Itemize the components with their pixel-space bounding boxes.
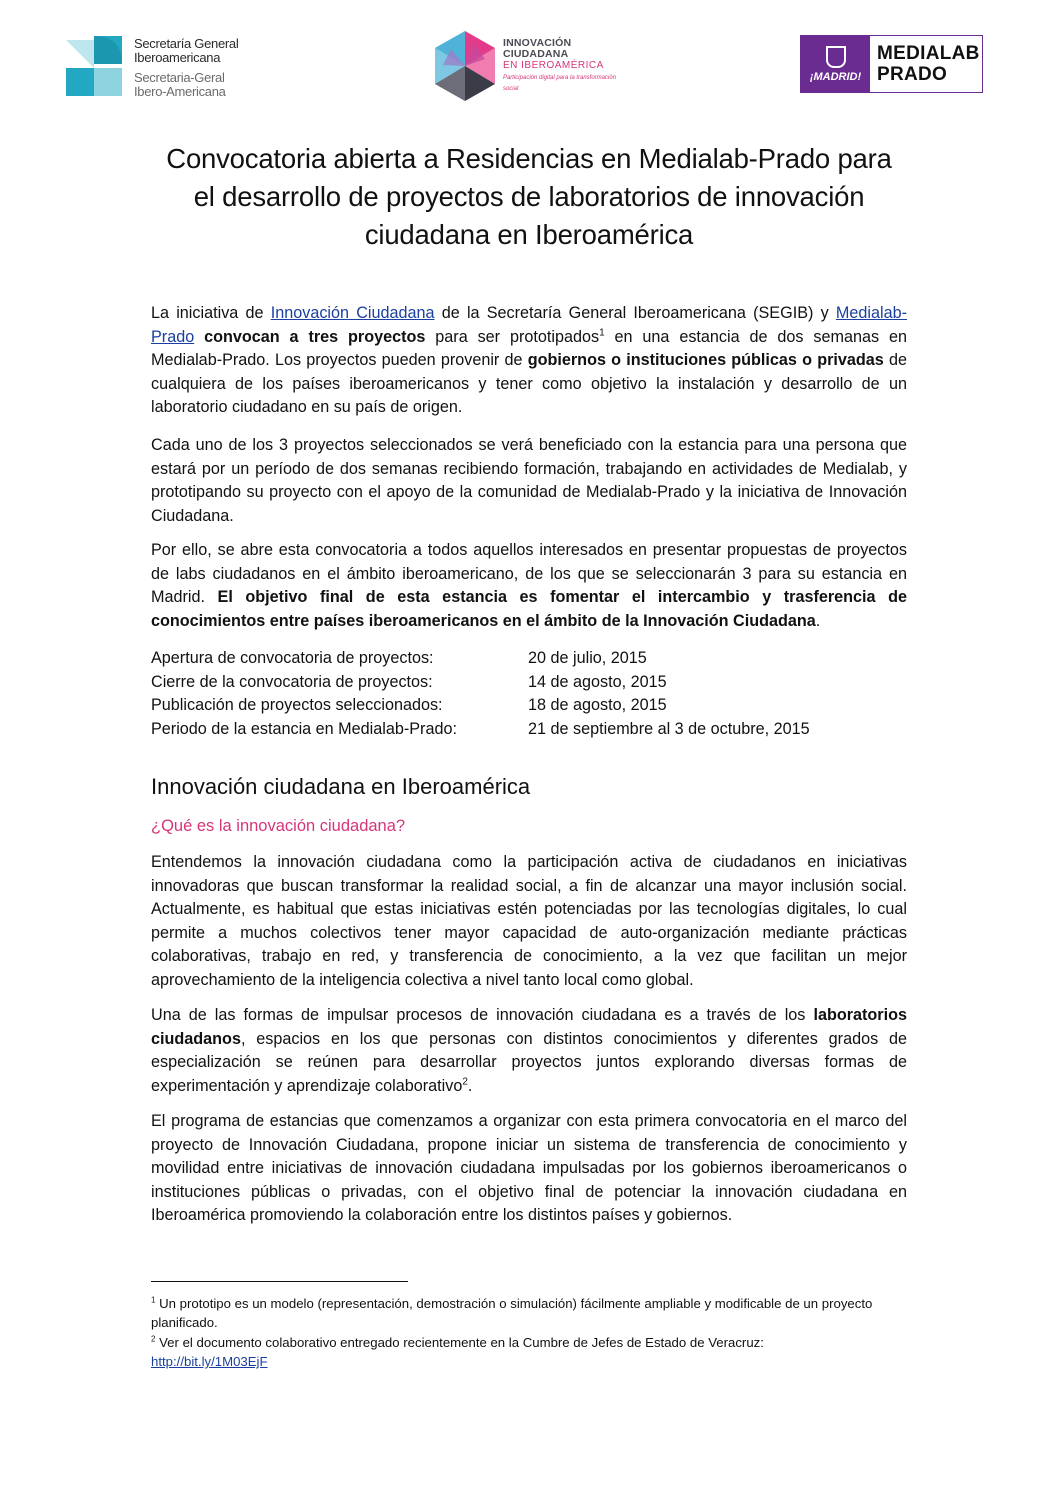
text: Una de las formas de impulsar procesos de innovación ciudadana es a través de los (151, 1006, 814, 1024)
medialab-prado-logo (800, 35, 983, 93)
date-value: 14 de agosto, 2015 (528, 672, 667, 691)
segib-name-es: Secretaría General (134, 36, 239, 51)
bold-text: convocan a tres proyectos (194, 327, 426, 346)
footnote-ref-2[interactable]: 2 (462, 1076, 468, 1088)
bold-text: gobiernos o instituciones públicas o privadas (527, 351, 884, 369)
footnote-number: 2 (151, 1334, 156, 1344)
innovacion-hexagon-icon (433, 29, 497, 103)
footnote-ref-1[interactable]: 1 (599, 327, 605, 339)
date-label: Periodo de la estancia en Medialab-Prado: (151, 719, 457, 738)
section-subheading: ¿Qué es la innovación ciudadana? (151, 817, 406, 835)
date-row (151, 718, 907, 742)
footnote-number: 1 (151, 1295, 156, 1305)
innovacion-ciudadana-logo (433, 28, 633, 104)
segib-name-pt: Secretaria-Geral (134, 70, 225, 85)
innovacion-line2: CIUDADANA (502, 47, 569, 60)
date-row (151, 694, 907, 718)
madrid-shield-icon (826, 46, 846, 68)
footnote-text: Ver el documento colaborativo entregado recientemente en la Cumbre de Jefes de Estado de Veracruz: (155, 1335, 764, 1350)
dates-list (151, 647, 907, 741)
text: para ser prototipados (425, 327, 600, 346)
benefit-paragraph: Cada uno de los 3 proyectos seleccionados se verá beneficiado con la estancia para una persona que estará por un período de dos semanas recibiendo formación, trabajando en actividades de Medialab, y prototipando su proyecto con el apoyo de la comunidad de Medialab-Prado y la iniciativa de Innovación Ciudadana. (151, 436, 907, 525)
footnote-1 (151, 1294, 907, 1332)
footnote-text: Un prototipo es un modelo (representación, demostración o simulación) fácilmente ampliable y modificable de un proyecto planificado. (151, 1296, 873, 1330)
footnote-divider (151, 1281, 408, 1282)
section-heading: Innovación ciudadana en Iberoamérica (151, 774, 531, 799)
prado-label: PRADO (877, 64, 948, 85)
bitly-link[interactable]: http://bit.ly/1M03EjF (151, 1354, 268, 1369)
segib-name-pt-2: Ibero-Americana (134, 84, 226, 99)
date-value: 18 de agosto, 2015 (528, 696, 667, 714)
date-label: Apertura de convocatoria de proyectos: (151, 649, 434, 667)
call-paragraph (151, 539, 907, 633)
document-title (100, 140, 958, 254)
date-label: Publicación de proyectos seleccionados: (151, 696, 443, 714)
text: . (815, 611, 821, 630)
title-line: Convocatoria abierta a Residencias en Medialab-Prado para (166, 143, 892, 174)
medialab-prado-link[interactable]: Medialab-Prado (151, 304, 907, 346)
definition-paragraph: Entendemos la innovación ciudadana como la participación activa de ciudadanos en iniciativas innovadoras que buscan transformar la realidad social, a fin de alcanzar una mayor inclusión social. Actualmente, es habitual que estas iniciativas estén potenciadas por las tecnologías digitales, lo cual permite a muchos colectivos tener mayor capacidad de auto-organización mediante prácticas colaborativas, trabajo en red, y transferencia de conocimiento, a la vez que facilitan un mejor aprovechamiento de la inteligencia colectiva a nivel tanto local como global. (151, 853, 907, 989)
innovacion-line3: EN IBEROAMÉRICA (502, 59, 604, 71)
innovacion-tagline: Participación digital para la transformación social (502, 74, 617, 92)
text: Por ello, se abre esta convocatoria a todos aquellos interesados en presentar propuestas de proyectos de labs ciudadanos en el ámbito iberoamericano, de los que se seleccionarán 3 para su estancia en Madrid. (151, 541, 907, 606)
innovacion-line1: INNOVACIÓN (502, 36, 572, 49)
footnote-2 (151, 1333, 907, 1371)
text: en una estancia de dos semanas en Medialab-Prado. Los proyectos pueden provenir de (151, 327, 907, 369)
title-line: ciudadana en Iberoamérica (364, 219, 694, 250)
madrid-label: ¡MADRID! (809, 70, 862, 83)
date-value: 20 de julio, 2015 (528, 649, 647, 667)
date-row (151, 671, 907, 695)
title-line: el desarrollo de proyectos de laboratorios de innovación (193, 181, 865, 212)
text: , espacios en los que personas con distintos conocimientos y diferentes grados de especialización se reúnen para desarrollar proyectos juntos explorando diversas formas de experimentación y aprendizaje colaborativo (151, 1029, 907, 1095)
segib-logo (62, 36, 262, 102)
segib-name-es-2: Iberoamericana (134, 50, 221, 65)
innovacion-ciudadana-link[interactable]: Innovación Ciudadana (270, 304, 435, 322)
medialab-label: MEDIALAB (877, 43, 980, 64)
intro-paragraph (151, 302, 907, 420)
bold-text: laboratorios ciudadanos (151, 1006, 907, 1048)
date-value: 21 de septiembre al 3 de octubre, 2015 (528, 719, 810, 738)
date-row (151, 647, 907, 671)
segib-mark-icon (62, 36, 126, 100)
text: La iniciativa de (151, 304, 271, 322)
text: . (467, 1076, 473, 1095)
labs-paragraph (151, 1004, 907, 1098)
bold-text: El objetivo final de esta estancia es fomentar el intercambio y trasferencia de conocimientos entre países iberoamericanos en el ámbito de la Innovación Ciudadana (151, 588, 907, 630)
text: de cualquiera de los países iberoamericanos y tener como objetivo la instalación y desarrollo de un laboratorio ciudadano en su país de origen. (151, 351, 907, 416)
program-paragraph: El programa de estancias que comenzamos a organizar con esta primera convocatoria en el marco del proyecto de Innovación Ciudadana, propone iniciar un sistema de transferencia de conocimiento y movilidad entre iniciativas de innovación ciudadana impulsadas por los gobiernos iberoamericanos o instituciones públicas o privadas, con el objetivo final de potenciar la innovación ciudadana en Iberoamérica promoviendo la colaboración entre los distintos países y gobiernos. (151, 1112, 907, 1224)
text: de la Secretaría General Iberoamericana (SEGIB) y (434, 304, 836, 322)
date-label: Cierre de la convocatoria de proyectos: (151, 672, 433, 691)
